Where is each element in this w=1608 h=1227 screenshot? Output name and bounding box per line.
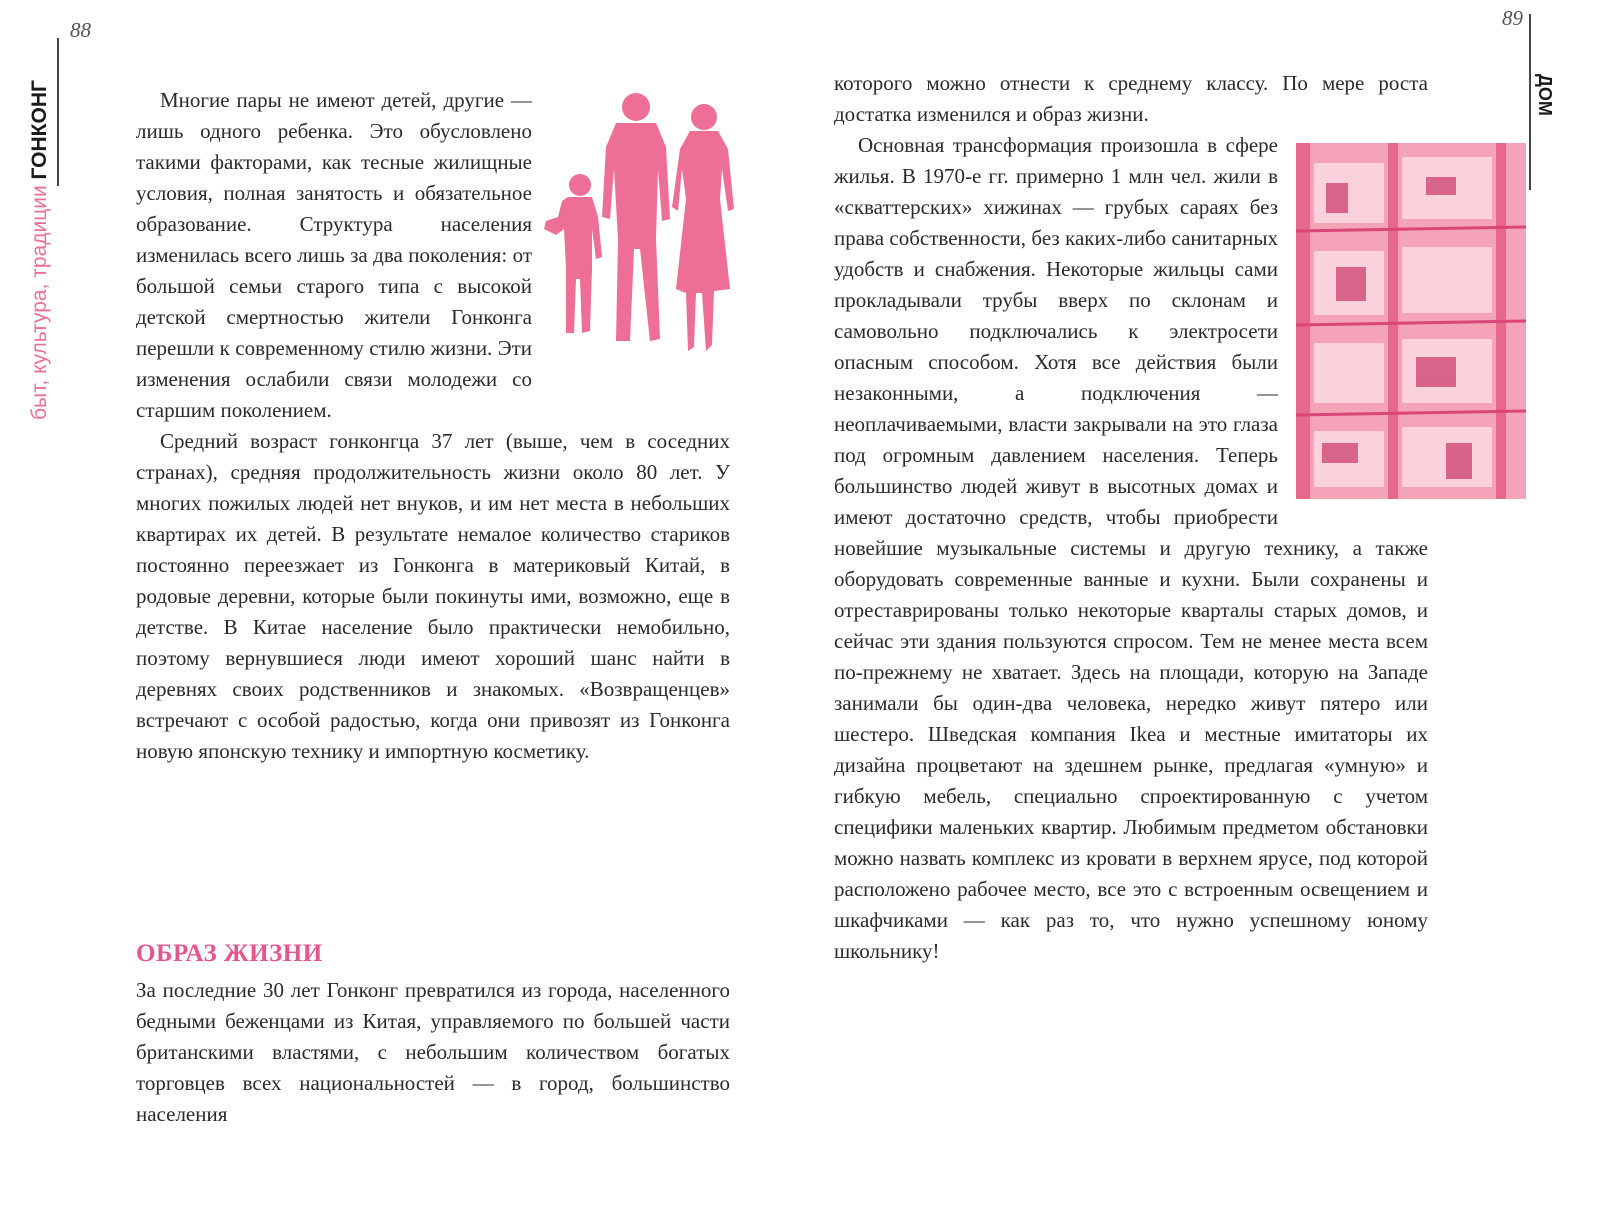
left-text-bottom <box>136 975 730 1130</box>
paragraph-right-2: Основная трансформация произошла в сфере жилья. В 1970-е гг. примерно 1 млн чел. жили в «скваттерских» хижинах — грубых сараях без права собственности, без каких-либо санитарных удобств и снабжения. Некоторые жильцы сами прокладывали трубы вверх по склонам и самовольно подключались к электросети опасным способом. Хотя все действия были незаконными, а подключения — неоплачиваемыми, власти закрывали на это глаза под огромным давлением населения. Теперь большинство людей живут в высотных домах и имеют достаточно средств, чтобы приобрести новейшие музыкальные системы и другую технику, а также оборудовать современные ванные и кухни. Были сохранены и отреставрированы только некоторые кварталы старых домов, и сейчас эти здания пользуются спросом. Тем не менее места всем по-прежнему не хватает. Здесь на площади, которую на Западе занимали бы один-два человека, нередко живут пятеро или шестеро. Шведская компания Ikea и местные имитаторы их дизайна процветают на здешнем рынке, предлагая «умную» и гибкую мебель, специально спроектированную с учетом специфики маленьких квартир. Любимым предметом обстановки можно назвать комплекс из кровати в верхнем ярусе, под которой расположено рабочее место, все это с встроенным освещением и шкафчиками — как раз то, что нужно успешному юному школьнику! <box>834 133 1428 963</box>
page-number-right: 89 <box>1502 6 1523 30</box>
right-page <box>800 0 1608 1227</box>
page-number-left: 88 <box>70 18 91 42</box>
apartment-building-photo <box>1296 143 1526 499</box>
paragraph-left-1: Многие пары не имеют детей, другие — лишь одного ребенка. Это обусловлено такими факторами, как тесные жилищные условия, полная занятость и обязательное образование. Структура населения изменилась всего лишь за два поколения: от большой семьи старого типа с высокой детской смертностью жители Гонконга перешли к современному стилю жизни. Эти изменения ослабили связи молодежи со старшим поколением. <box>136 88 532 422</box>
paragraph-left-3: За последние 30 лет Гонконг превратился из города, населенного бедными беженцами из Китая, управляемого по большей части британскими властями, с небольшим количеством богатых торговцев всех национальностей — в город, большинство населения <box>136 978 730 1126</box>
running-head-title: ГОНКОНГ <box>28 80 51 180</box>
section-heading: ОБРАЗ ЖИЗНИ <box>136 940 323 967</box>
right-text <box>834 68 1428 967</box>
left-text-top <box>136 85 730 767</box>
vertical-rule-left <box>57 38 59 186</box>
running-head-right: ДОМ <box>1535 74 1555 116</box>
family-silhouette-image <box>544 89 744 381</box>
running-head-left <box>28 80 52 420</box>
paragraph-right-1: которого можно отнести к среднему классу. По мере роста достатка изменился и образ жизни. <box>834 71 1428 126</box>
running-head-section: быт, культура, традиции <box>28 185 51 420</box>
left-page <box>0 0 800 1227</box>
paragraph-left-2: Средний возраст гонконгца 37 лет (выше, чем в соседних странах), средняя продолжительность жизни около 80 лет. У многих пожилых людей нет внуков, и им нет места в небольших квартирах их детей. В результате немалое количество стариков постоянно переезжает из Гонконга в материковый Китай, в родовые деревни, которые были покинуты ими, возможно, еще в детстве. В Китае население было практически немобильно, поэтому вернувшиеся люди имеют хороший шанс найти в деревнях своих родственников и знакомых. «Возвращенцев» встречают с особой радостью, когда они привозят из Гонконга новую японскую технику и импортную косметику. <box>136 429 730 763</box>
vertical-rule-right <box>1529 14 1531 190</box>
